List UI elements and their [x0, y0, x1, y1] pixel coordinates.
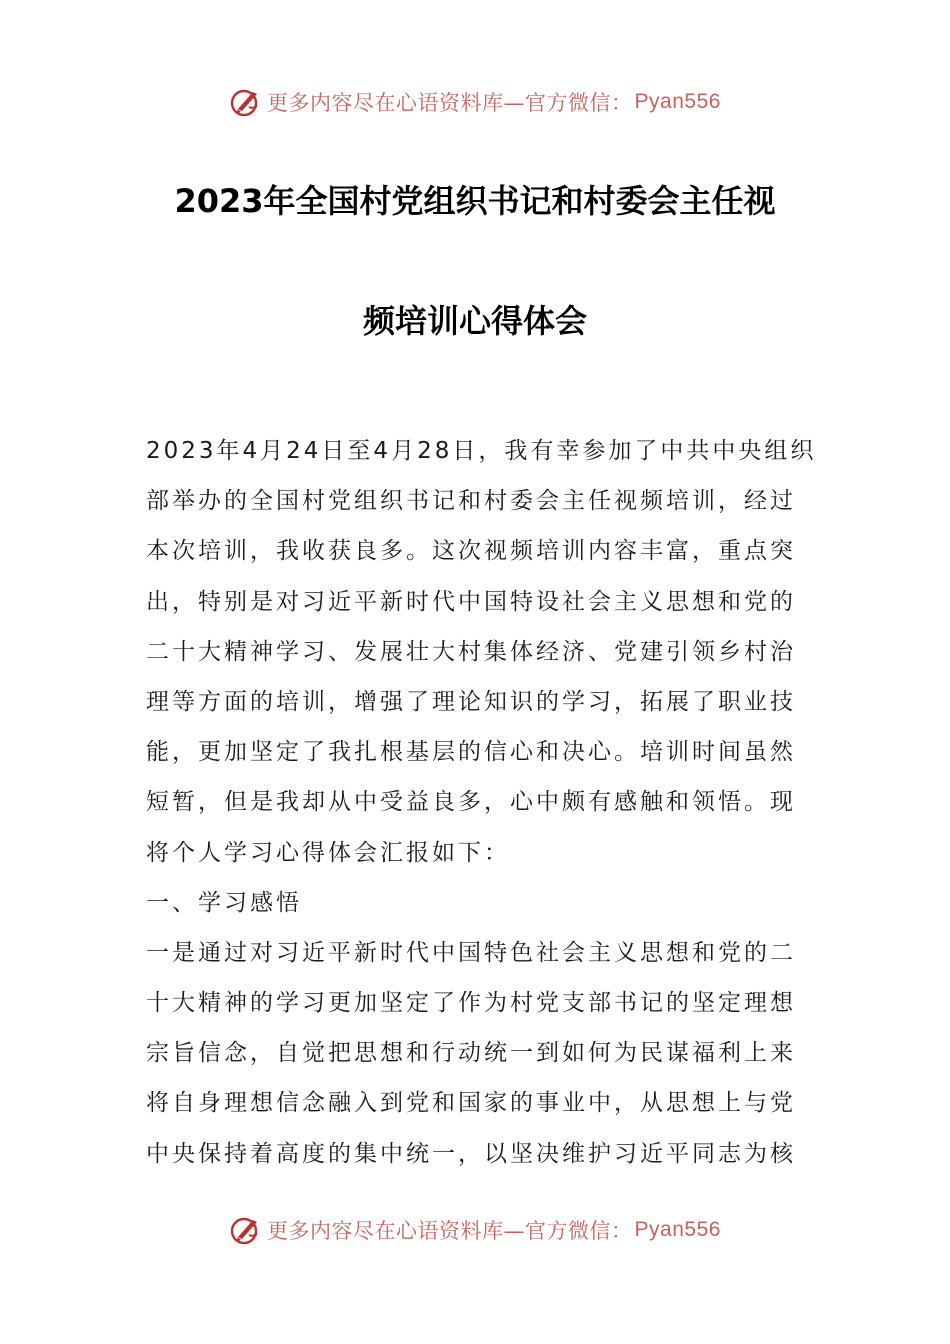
body-line: 一是通过对习近平新时代中国特色社会主义思想和党的二 [146, 939, 796, 966]
section-heading: 一、学习感悟 [146, 889, 302, 916]
body-line: 宗旨信念，自觉把思想和行动统一到如何为民谋福利上来 [146, 1040, 796, 1067]
body-line: 理等方面的培训，增强了理论知识的学习，拓展了职业技 [146, 688, 796, 715]
body-line: 十大精神的学习更加坚定了作为村党支部书记的坚定理想 [146, 990, 796, 1017]
body-line: 将个人学习心得体会汇报如下： [146, 839, 510, 866]
pen-logo-icon [229, 85, 263, 119]
document-title-line-2: 频培训心得体会 [362, 302, 587, 340]
watermark-wechat-id: Pyan556 [634, 90, 721, 113]
watermark-header [0, 82, 950, 122]
document-title-line-1: 2023年全国村党组织书记和村委会主任视 [174, 182, 776, 220]
body-line: 出，特别是对习近平新时代中国特设社会主义思想和党的 [146, 588, 796, 615]
body-line: 二十大精神学习、发展壮大村集体经济、党建引领乡村治 [146, 638, 796, 665]
document-body [146, 426, 817, 1179]
body-line: 能，更加坚定了我扎根基层的信心和决心。培训时间虽然 [146, 739, 796, 766]
body-line: 部举办的全国村党组织书记和村委会主任视频培训，经过 [146, 488, 796, 515]
body-line: 将自身理想信念融入到党和国家的事业中，从思想上与党 [146, 1090, 796, 1117]
watermark-wechat-id: Pyan556 [634, 1218, 721, 1241]
body-line: 短暂，但是我却从中受益良多，心中颇有感触和领悟。现 [146, 789, 796, 816]
body-line: 2023年4月24日至4月28日，我有幸参加了中共中央组织 [146, 438, 817, 464]
pen-logo-icon [229, 1213, 263, 1247]
watermark-footer [0, 1210, 950, 1250]
body-line: 本次培训，我收获良多。这次视频培训内容丰富，重点突 [146, 538, 796, 565]
watermark-text: 更多内容尽在心语资料库—官方微信： [267, 1219, 633, 1243]
body-line: 中央保持着高度的集中统一，以坚决维护习近平同志为核 [146, 1140, 796, 1167]
watermark-text: 更多内容尽在心语资料库—官方微信： [267, 91, 633, 115]
